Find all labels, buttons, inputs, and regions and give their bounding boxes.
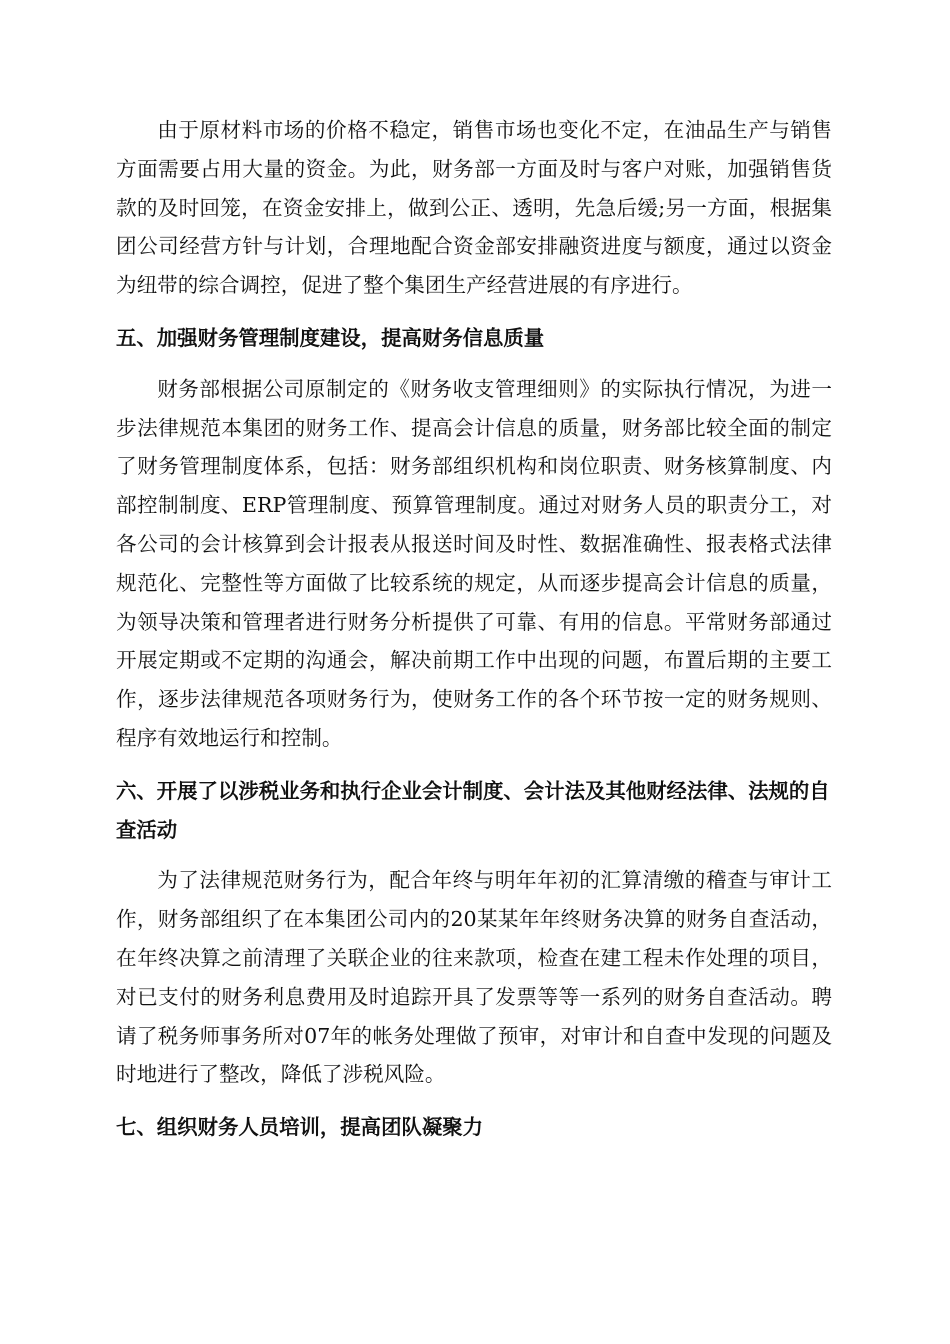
section-heading-5: 五、加强财务管理制度建设，提高财务信息质量 [116, 325, 545, 350]
paragraph-self-inspection: 为了法律规范财务行为，配合年终与明年年初的汇算清缴的稽查与审计工作，财务部组织了在本集团公司内的20某某年年终财务决算的财务自查活动，在年终决算之前清理了关联企业的往来款项，检查在建工程未作处理的项目，对已支付的财务利息费用及时追踪开具了发票等等一系列的财务自查活动。聘请了税务师事务所对07年的帐务处理做了预审，对审计和自查中发现的问题及时地进行了整改，降低了涉税风险。 [116, 868, 832, 1087]
document-page [116, 111, 832, 1147]
section-heading-7: 七、组织财务人员培训，提高团队凝聚力 [116, 1115, 484, 1140]
paragraph-funding: 由于原材料市场的价格不稳定，销售市场也变化不定，在油品生产与销售方面需要占用大量的资金。为此，财务部一方面及时与客户对账，加强销售货款的及时回笼，在资金安排上，做到公正、透明，先急后缓;另一方面，根据集团公司经营方针与计划，合理地配合资金部安排融资进度与额度，通过以资金为纽带的综合调控，促进了整个集团生产经营进展的有序进行。 [116, 118, 832, 298]
paragraph-management-system: 财务部根据公司原制定的《财务收支管理细则》的实际执行情况，为进一步法律规范本集团的财务工作、提高会计信息的质量，财务部比较全面的制定了财务管理制度体系，包括：财务部组织机构和岗位职责、财务核算制度、内部控制制度、ERP管理制度、预算管理制度。通过对财务人员的职责分工，对各公司的会计核算到会计报表从报送时间及时性、数据准确性、报表格式法律规范化、完整性等方面做了比较系统的规定，从而逐步提高会计信息的质量，为领导决策和管理者进行财务分析提供了可靠、有用的信息。平常财务部通过开展定期或不定期的沟通会，解决前期工作中出现的问题，布置后期的主要工作，逐步法律规范各项财务行为，使财务工作的各个环节按一定的财务规则、程序有效地运行和控制。 [116, 376, 832, 750]
section-heading-6: 六、开展了以涉税业务和执行企业会计制度、会计法及其他财经法律、法规的自查活动 [116, 778, 830, 842]
